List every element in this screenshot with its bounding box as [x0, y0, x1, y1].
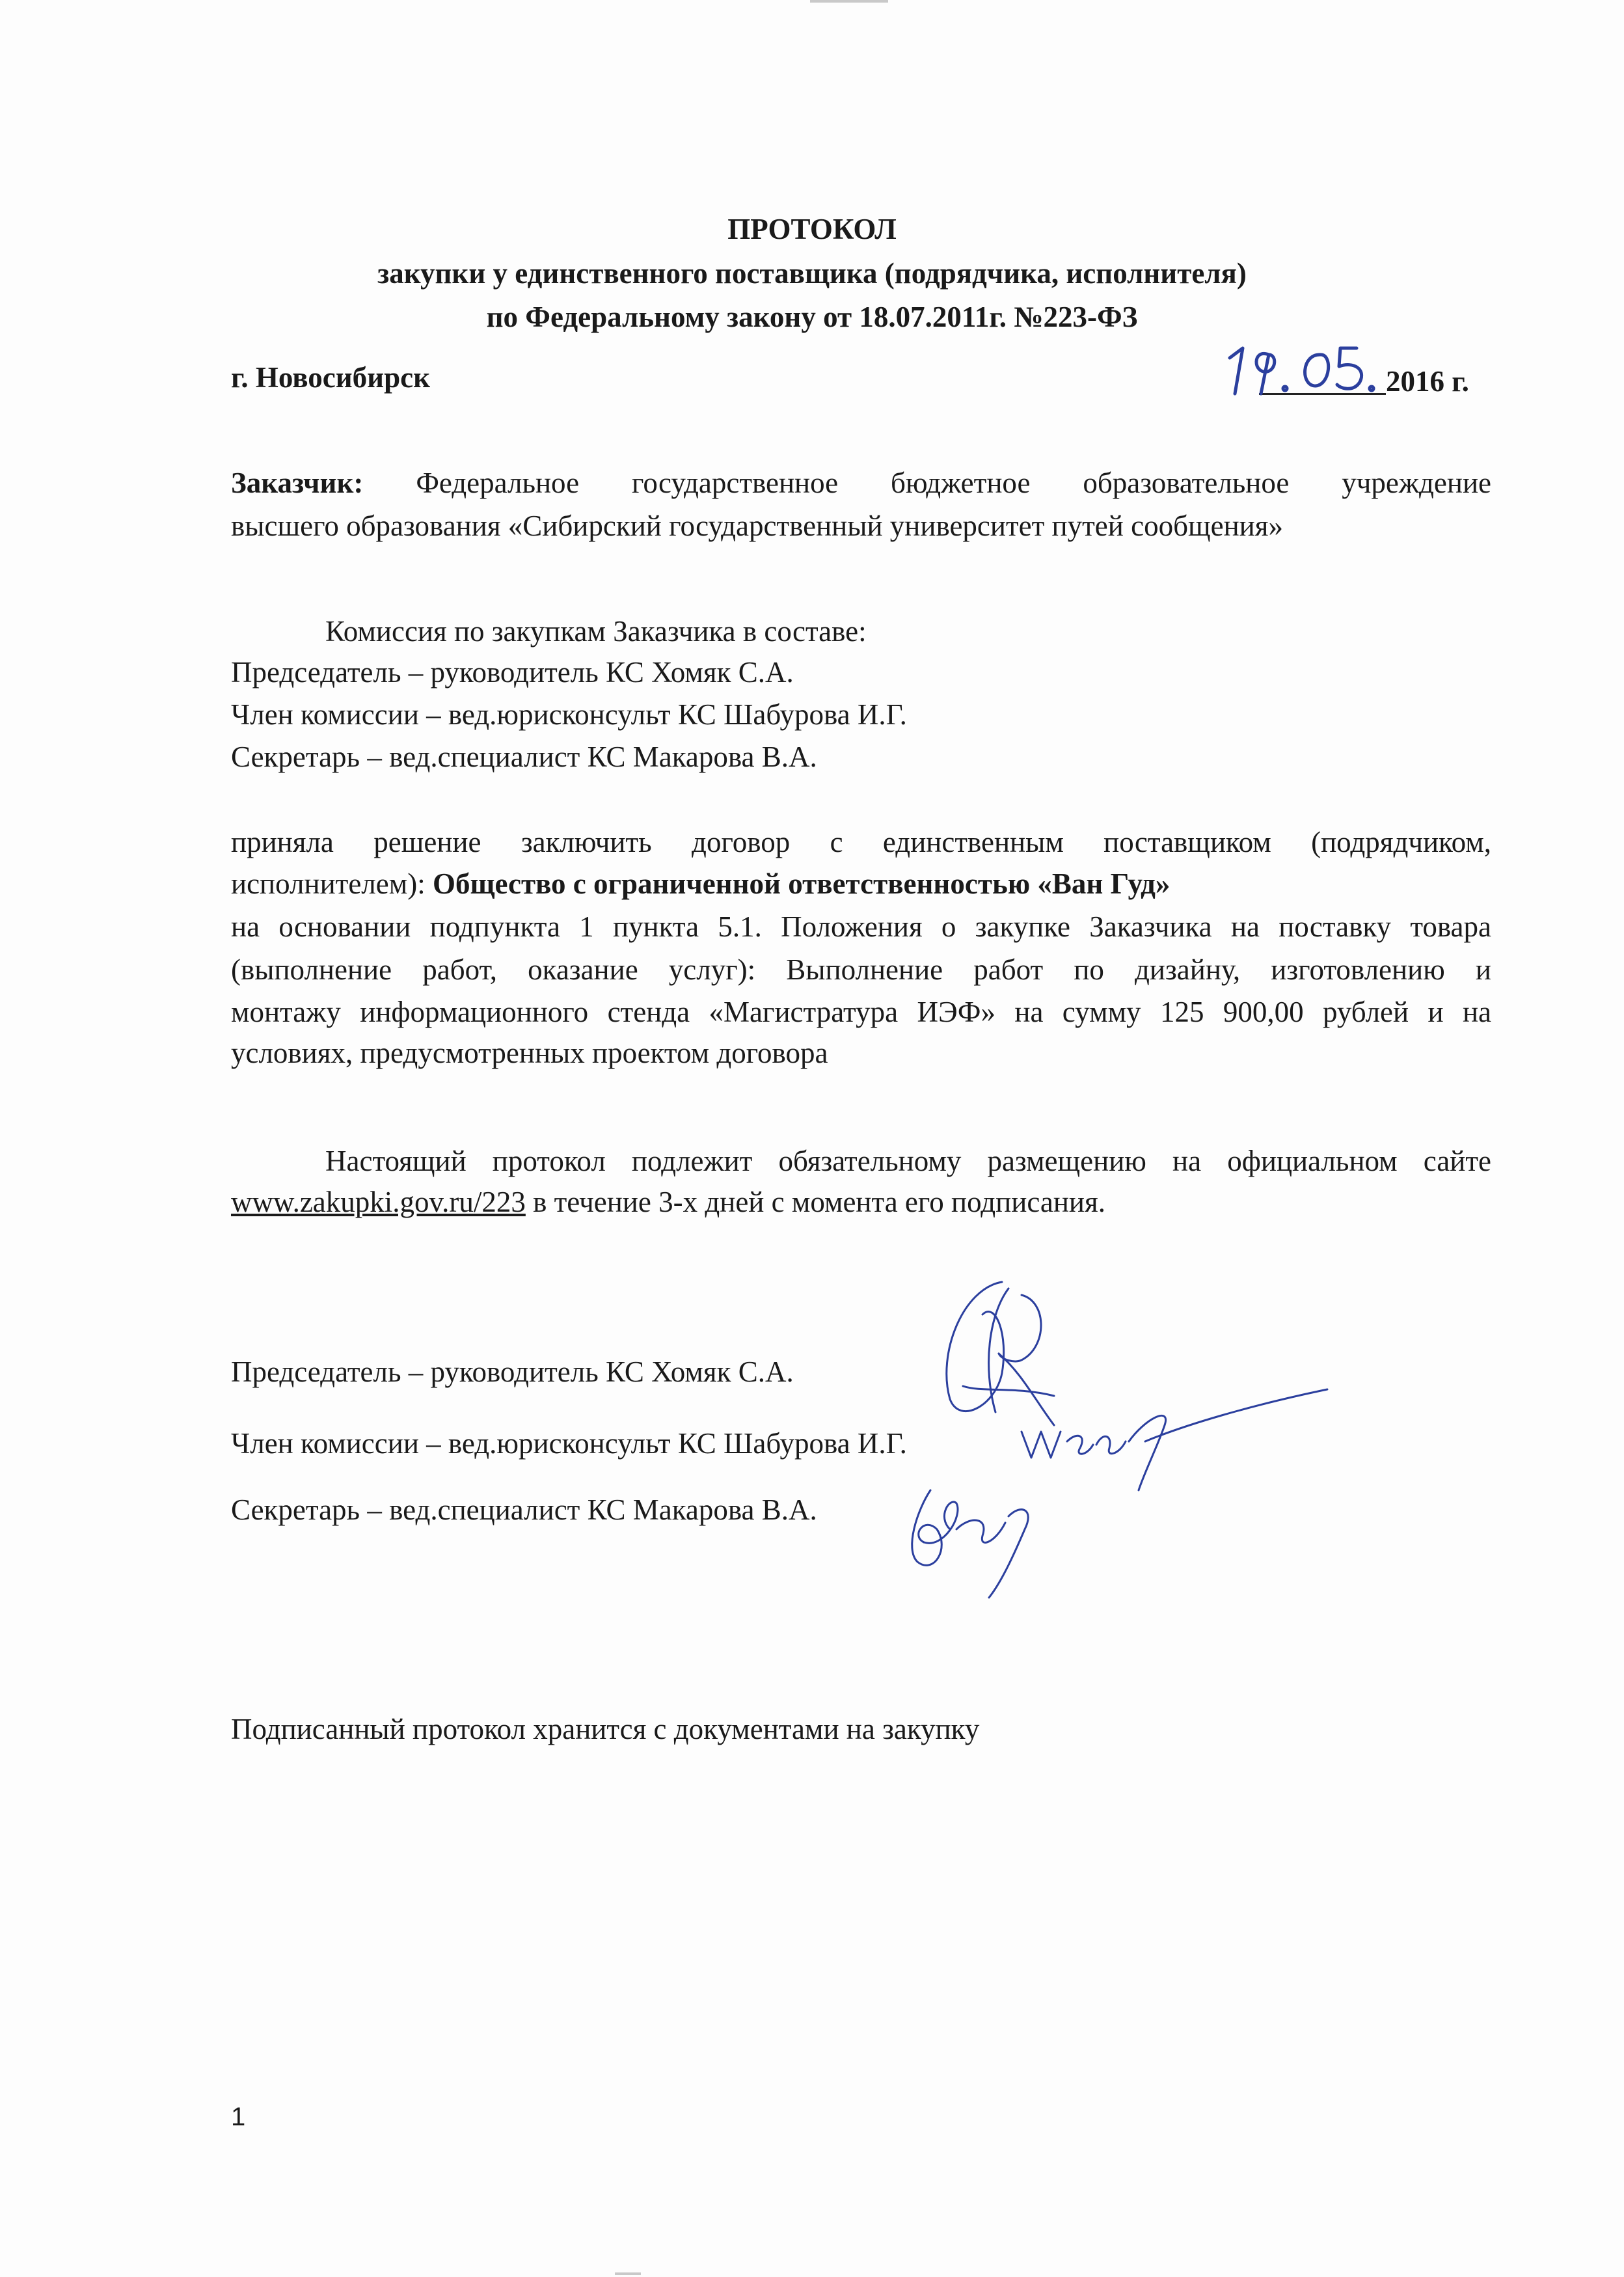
customer-label: Заказчик: — [231, 467, 364, 499]
decision-line-3: на основании подпункта 1 пункта 5.1. Положения о закупке Заказчика на поставку товара — [231, 910, 1491, 943]
commission-member-lawyer: Член комиссии – вед.юрисконсульт КС Шабурова И.Г. — [231, 698, 907, 731]
document-subtitle-2: по Федеральному закону от 18.07.2011г. №223-ФЗ — [486, 301, 1138, 333]
city: г. Новосибирск — [231, 361, 430, 394]
handwritten-date — [1223, 329, 1412, 400]
customer-text-1: Федеральное государственное бюджетное образовательное учреждение — [416, 467, 1492, 499]
scan-mark-bottom — [615, 2272, 641, 2275]
year: 2016 г. — [1386, 365, 1469, 398]
publication-line-2 — [231, 1182, 1105, 1221]
customer-line-1 — [231, 462, 1491, 504]
signature-label-lawyer: Член комиссии – вед.юрисконсульт КС Шабурова И.Г. — [231, 1427, 907, 1460]
supplier-name: Общество с ограниченной ответственностью «Ван Гуд» — [432, 867, 1171, 900]
decision-prefix: исполнителем): — [231, 867, 433, 900]
footer-note: Подписанный протокол хранится с документами на закупку — [231, 1713, 980, 1745]
signature-label-chair: Председатель – руководитель КС Хомяк С.А. — [231, 1356, 794, 1388]
decision-line-5: монтажу информационного стенда «Магистратура ИЭФ» на сумму 125 900,00 рублей и на — [231, 996, 1491, 1028]
zakupki-link[interactable]: www.zakupki.gov.ru/223 — [231, 1186, 526, 1218]
signature-lawyer — [1015, 1380, 1334, 1497]
signature-secretary — [898, 1477, 1061, 1607]
scan-mark-top — [810, 0, 888, 3]
document-subtitle-1: закупки у единственного поставщика (подрядчика, исполнителя) — [377, 257, 1247, 290]
document-title: ПРОТОКОЛ — [727, 213, 897, 245]
customer-line-2: высшего образования «Сибирский государственный университет путей сообщения» — [231, 510, 1283, 542]
publication-text-2: в течение 3-х дней с момента его подписания. — [525, 1186, 1105, 1218]
decision-line-2 — [231, 864, 1170, 903]
commission-intro: Комиссия по закупкам Заказчика в составе: — [325, 615, 867, 648]
page-number: 1 — [231, 2103, 246, 2131]
commission-member-secretary: Секретарь – вед.специалист КС Макарова В.А. — [231, 741, 817, 773]
signature-label-secretary: Секретарь – вед.специалист КС Макарова В.А. — [231, 1493, 817, 1526]
publication-text-1: Настоящий протокол подлежит обязательному размещению на официальном сайте — [325, 1145, 1491, 1177]
decision-line-1: приняла решение заключить договор с единственным поставщиком (подрядчиком, — [231, 826, 1491, 858]
decision-line-6: условиях, предусмотренных проектом договора — [231, 1037, 828, 1069]
publication-line-1 — [325, 1140, 1491, 1182]
decision-line-4: (выполнение работ, оказание услуг): Выполнение работ по дизайну, изготовлению и — [231, 953, 1491, 986]
commission-member-chair: Председатель – руководитель КС Хомяк С.А. — [231, 656, 794, 689]
